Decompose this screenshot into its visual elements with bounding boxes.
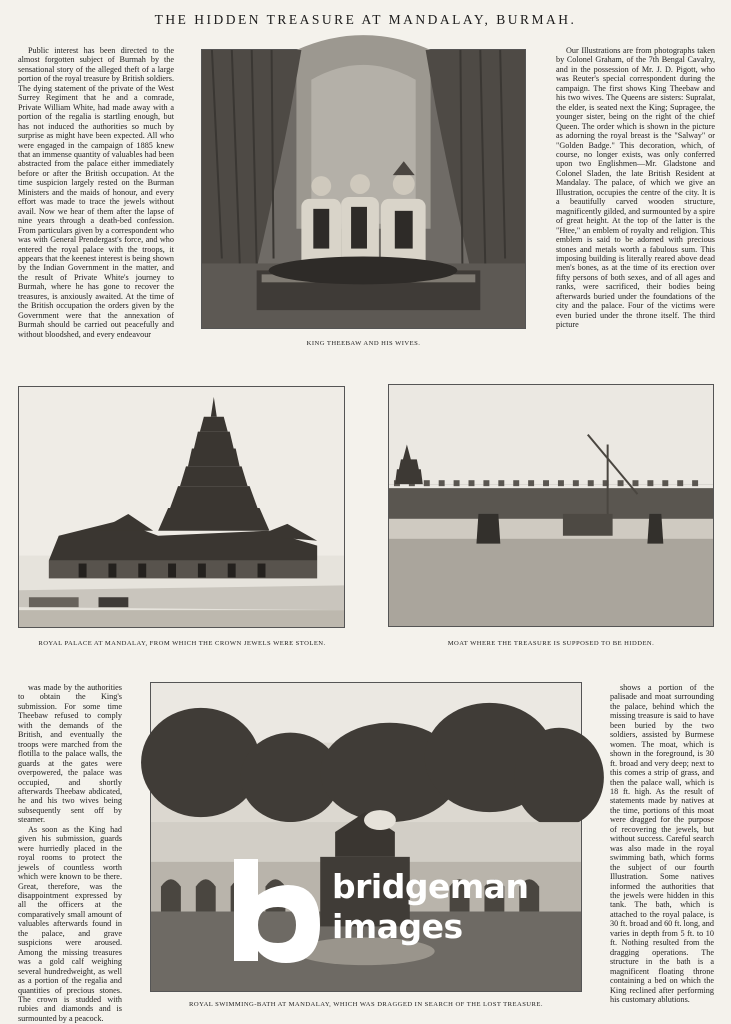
palace-photo-caption: ROYAL PALACE AT MANDALAY, FROM WHICH THE CROWN JEWELS WERE STOLEN. [38,640,326,647]
bridgeman-watermark [228,855,568,973]
article-paragraph: was made by the authorities to obtain the King's submission. For some time Theebaw refused to comply with the demands of the British, and eventually the troops were marched from the flotilla to the palace walls, the guards at the gates were overpowered, the palace was occupied, and shortly afterwards Theebaw abdicated, he and his two wives being subsequently sent off by steamer. [18,683,122,825]
article-column-bottom-left [18,683,122,1023]
article-paragraph: Public interest has been directed to the almost forgotten subject of Burmah by the sensational story of the alleged theft of a large portion of the royal treasure by British soldiers. The dying statement of the private of the West Surrey Regiment that he and a comrade, Private William White, had made away with a portion of the regalia is startling enough, but has not induced the authorities so much by surprise as might have been expected. All who were engaged in the campaign of 1885 knew that an immense quantity of valuables had been abstracted from the palace either immediately before or after the British occupation. At the time suspicion largely rested on the Burman Ministers and the maids of honour, and every effort was made to trace the jewels without avail. Now we hear of them after the lapse of nine years through a death-bed confession. From particulars given by a correspondent who was with General Prendergast's force, and who entered the royal palace with the troops, it appears that the keenest interest is being shown by the Indian Government in the matter, and the result of Private White's journey to Burmah, where he has gone to recover the treasures, is anxiously awaited. At the time of the British occupation the orders given by the Government were that the annexation of Burmah should be carried out peacefully and without bloodshed, and every endeavour [18,46,174,339]
moat-photo [388,384,714,627]
article-paragraph: As soon as the King had given his submission, guards were hurriedly placed in the royal rooms to protect the jewels of countless worth which were known to be there. Great, therefore, was the disappointment expressed by all the officers at the comparatively small amount of valuables afterwards found in the palace, and grave suspicions were aroused. Among the missing treasures was a gold calf weighing several hundredweight, as well as a portion of the regalia and quantities of precious stones. The crown is studded with rubies and diamonds and is surmounted by a peacock. [18,824,122,1023]
king-photo-caption: KING THEEBAW AND HIS WIVES. [306,340,421,347]
article-paragraph: Our Illustrations are from photographs taken by Colonel Graham, of the 7th Bengal Cavalry, and in the possession of Mr. J. D. Pigott, who was Reuter's special correspondent during the campaign. The first shows King Theebaw and his two wives. The Queens are sisters: Supralat, the elder, is seated next the King; Supragee, the younger sister, being on the right of the chief Queen. The order which is shown in the picture as adorning the royal breast is the "Salway" or "Golden Badge." This decoration, which, of course, no longer exists, was only conferred upon two Englishmen—Mr. Gladstone and Colonel Sladen, the late British Resident at Mandalay. The palace, of which we give an Illustration, occupies the centre of the city. It is a beautifully carved wooden structure, magnificently gilded, and surmounted by a spire of great height. At the top of the latter is the "Htee," an emblem of royalty and religion. This emblem is said to be adorned with precious stones and metals worth a fabulous sum. This imposing building is literally reared above dead men's bones, as at the time of its erection over fifty persons of both sexes, and of all ages and ranks, were sacrificed, their bodies being afterwards buried under the foundations of the city and the palace. Four of the victims were even buried under the throne itself. The third picture [556,46,715,330]
watermark-line-1: bridgeman [332,867,529,906]
moat-photo-caption: MOAT WHERE THE TREASURE IS SUPPOSED TO BE HIDDEN. [447,640,655,647]
king-theebaw-photo [201,49,526,329]
article-column-top-right [556,46,715,350]
article-paragraph: shows a portion of the palisade and moat surrounding the palace, behind which the missing treasure is said to have been buried by the two soldiers, assisted by Burmese women. The moat, which is shown in the foreground, is 30 ft. broad and very deep; next to this comes a strip of grass, and then the palace wall, which is 18 ft. high. As the result of statements made by natives at the time, portions of this moat were dragged for the purpose of recovering the jewels, but without success. Careful search was also made in the royal swimming bath, which forms the subject of our fourth Illustration. Some natives informed the authorities that the jewels were hidden in this tank. The bath, which is attached to the royal palace, is 30 ft. broad and 60 ft. long, and varies in depth from 5 ft. to 10 ft. Nothing resulted from the dragging operations. The structure in the bath is a magnificent floating throne containing a bed on which the King reclined after performing his customary ablutions. [610,683,714,1004]
royal-palace-photo [18,386,345,628]
page-title: THE HIDDEN TREASURE AT MANDALAY, BURMAH. [154,12,577,27]
bridgeman-logo-icon [228,855,324,965]
swimming-bath-photo-caption: ROYAL SWIMMING-BATH AT MANDALAY, WHICH WAS DRAGGED IN SEARCH OF THE LOST TREASURE. [189,1001,543,1008]
article-column-bottom-right [610,683,714,1013]
watermark-line-2: images [332,907,463,946]
article-column-top-left [18,46,174,346]
